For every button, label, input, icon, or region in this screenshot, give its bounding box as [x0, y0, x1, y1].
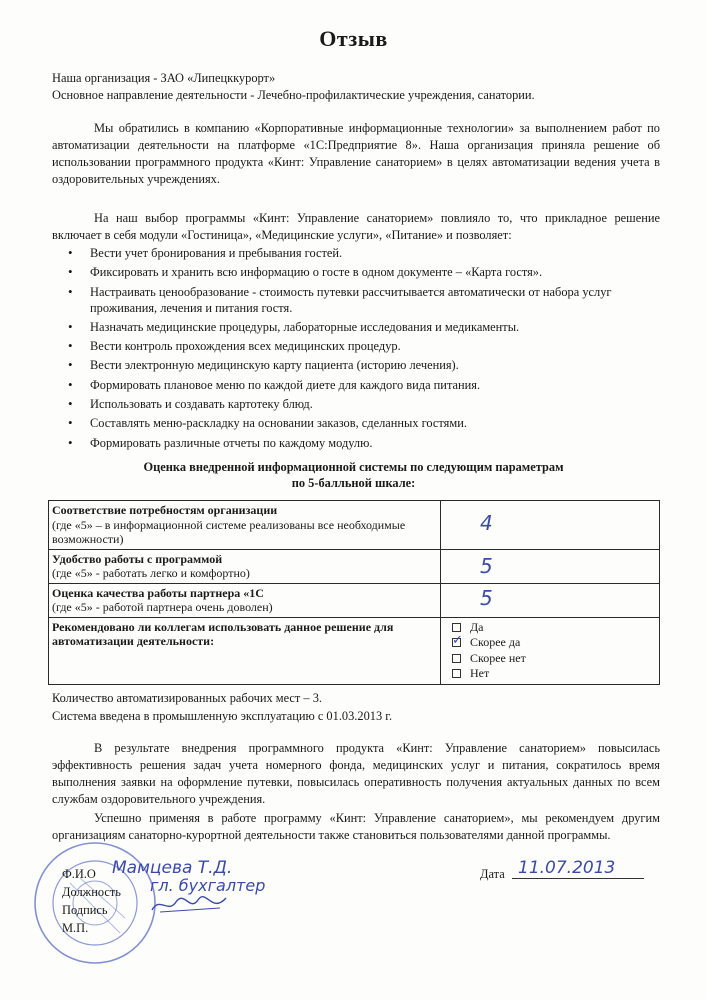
fio-handwritten: Мамцева Т.Д.: [112, 858, 233, 878]
list-item: • Формировать различные отчеты по каждому модулю.: [66, 435, 666, 451]
checked-checkbox-icon[interactable]: [452, 638, 461, 647]
score-value: 4: [480, 511, 493, 535]
recommend-options: [444, 620, 656, 682]
evaluation-table: [48, 500, 660, 685]
recommendation-paragraph: Успешно применяя в работе программу «Кинт: Управление санаторием», мы рекомендуем другим организациям санаторно-курортной деятельности также становиться пользователями данной программы.: [52, 811, 660, 842]
score-value: 5: [480, 585, 493, 610]
results-paragraph: В результате внедрения программного продукта «Кинт: Управление санаторием» повысилась эффективность решения задач учета номерного фонда, медицинских услуг и питания, сократилось время выполнения заявки на оформление путевки, повысилась оперативность получения актуальных данных по всем службам оздоровительного учреждения.: [52, 741, 660, 806]
table-row: [49, 583, 660, 617]
list-item: • Формировать плановое меню по каждой диете для каждого вида питания.: [66, 377, 666, 393]
signature-label: Подпись: [62, 903, 108, 917]
checkbox-icon[interactable]: [452, 654, 461, 663]
evaluation-heading-line2: по 5-балльной шкале:: [291, 476, 416, 490]
stamp-place-label: М.П.: [62, 921, 89, 935]
position-label: Должность: [62, 885, 121, 899]
document-title: Отзыв: [319, 26, 388, 51]
list-item: • Использовать и создавать картотеку блюд.: [66, 396, 666, 412]
organization-line: Наша организация - ЗАО «Липецккурорт»: [52, 71, 276, 85]
checkbox-icon[interactable]: [452, 669, 461, 678]
option-rather-yes[interactable]: [452, 635, 656, 651]
criterion-title: Оценка качества работы партнера «1С: [52, 585, 264, 600]
criterion-description: (где «5» - работать легко и комфортно): [52, 566, 250, 580]
criterion-cell: [49, 583, 441, 617]
criterion-cell: [49, 549, 441, 583]
recommend-options-cell: [441, 617, 660, 684]
date-label: Дата: [480, 867, 505, 881]
intro-paragraph: Мы обратились в компанию «Корпоративные информационные технологии» за выполнением работ по автоматизации деятельности на платформе «1С:Предприятие 8». Наша организация приняла решение об использовании программного продукта «Кинт: Управление санаторием» в целях автоматизации ведения учета в оздоровительных учреждениях.: [52, 121, 660, 186]
features-list: [66, 245, 666, 454]
list-item: • Фиксировать и хранить всю информацию о госте в одном документе – «Карта гостя».: [66, 264, 666, 280]
table-row: [49, 501, 660, 550]
table-row: [49, 549, 660, 583]
list-item: • Составлять меню-раскладку на основании заказов, сделанных гостями.: [66, 415, 666, 431]
score-value: 5: [480, 553, 493, 578]
score-cell: [441, 549, 660, 583]
handwritten-signature: [150, 892, 230, 918]
recommend-question: Рекомендовано ли коллегам использовать данное решение для автоматизации деятельности:: [52, 619, 394, 648]
launch-line: Система введена в промышленную эксплуатацию с 01.03.2013 г.: [52, 709, 393, 723]
evaluation-heading-line1: Оценка внедренной информационной системы по следующим параметрам: [143, 460, 564, 474]
score-cell: [441, 501, 660, 550]
table-row: [49, 617, 660, 684]
list-item: • Вести контроль прохождения всех медицинских процедур.: [66, 338, 666, 354]
criterion-description: (где «5» - работой партнера очень доволен): [52, 600, 273, 614]
criterion-title: Соответствие потребностям организации: [52, 503, 278, 517]
option-rather-no[interactable]: [452, 651, 656, 667]
criterion-description: (где «5» – в информационной системе реализованы все необходимые возможности): [52, 517, 406, 546]
list-item: • Вести электронную медицинскую карту пациента (историю лечения).: [66, 357, 666, 373]
score-cell: [441, 583, 660, 617]
list-item: • Вести учет бронирования и пребывания гостей.: [66, 245, 666, 261]
workplaces-line: Количество автоматизированных рабочих мест – 3.: [52, 691, 322, 705]
position-handwritten: гл. бухгалтер: [150, 876, 266, 895]
list-item: • Назначать медицинские процедуры, лабораторные исследования и медикаменты.: [66, 319, 666, 335]
option-label: Да: [470, 619, 484, 634]
date-handwritten: 11.07.2013: [512, 858, 644, 879]
option-label: Нет: [470, 666, 490, 680]
choice-paragraph: На наш выбор программы «Кинт: Управление санаторием» повлияло то, что прикладное решение включает в себя модули «Гостиница», «Медицинские услуги», «Питание» и позволяет:: [52, 211, 660, 242]
list-item: • Настраивать ценообразование - стоимость путевки рассчитывается автоматически от набора услуг проживания, лечения и питания гостя.: [66, 284, 666, 316]
direction-line: Основное направление деятельности - Лечебно-профилактические учреждения, санатории.: [52, 88, 535, 102]
recommend-question-cell: [49, 617, 441, 684]
fio-label: Ф.И.О: [62, 867, 96, 881]
checkbox-icon[interactable]: [452, 623, 461, 632]
evaluation-heading: [0, 459, 707, 491]
criterion-cell: [49, 501, 441, 550]
option-label: Скорее да: [470, 635, 521, 649]
option-no[interactable]: [452, 666, 656, 682]
option-yes[interactable]: [452, 620, 656, 636]
option-label: Скорее нет: [470, 650, 526, 665]
criterion-title: Удобство работы с программой: [52, 551, 223, 566]
